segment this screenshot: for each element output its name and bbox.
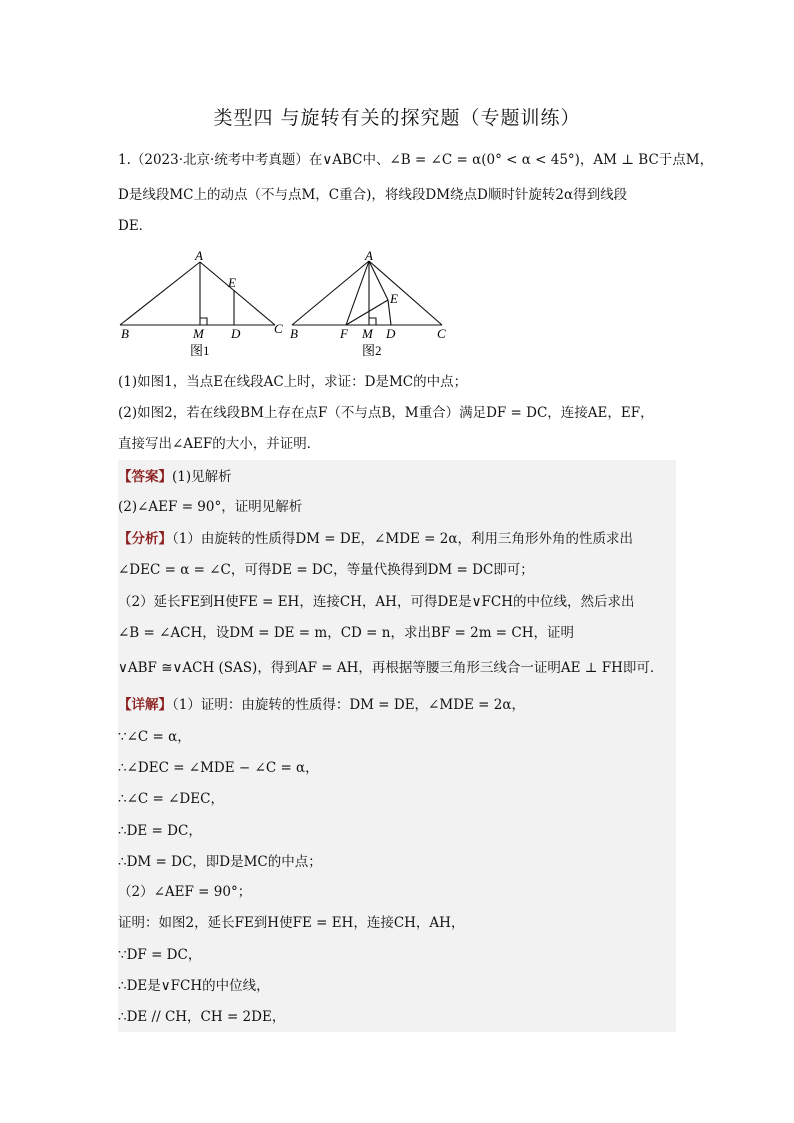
- detail-11: ∴DE // CH，CH = 2DE，: [118, 1009, 286, 1025]
- detail-4: ∴∠C = ∠DEC，: [118, 791, 224, 807]
- segment-ac: [369, 261, 442, 325]
- detail-line-1: [118, 695, 678, 715]
- problem-line-2: D是线段MC上的动点（不与点M，C重合)，将线段DM绕点D顺时针旋转2α得到线段: [118, 187, 628, 203]
- label-m: M: [362, 326, 373, 341]
- answer-tag: 【答案】: [118, 469, 172, 485]
- label-b: B: [290, 326, 298, 341]
- detail-5: ∴DE = DC，: [118, 823, 202, 839]
- segment-ab: [120, 262, 200, 325]
- right-angle-mark: [200, 318, 207, 325]
- answer-line-1: [118, 467, 678, 487]
- detail-6: ∴DM = DC，即D是MC的中点；: [118, 854, 322, 870]
- label-e: E: [228, 275, 236, 290]
- figure-1-caption: 图1: [190, 343, 210, 358]
- segment-ac: [200, 262, 275, 325]
- label-f: F: [340, 326, 348, 341]
- detail-2: ∵∠C = α，: [118, 729, 191, 745]
- label-b: B: [121, 326, 129, 341]
- question-2: (2)如图2，若在线段BM上存在点F（不与点B，M重合）满足DF = DC，连接AE，EF，: [118, 405, 654, 421]
- segment-fe: [346, 300, 388, 325]
- label-d: D: [386, 326, 396, 341]
- detail-8: 证明：如图2，延长FE到H使FE = EH，连接CH，AH，: [118, 915, 465, 931]
- problem-line-1: 1.（2023·北京·统考中考真题）在∨ABC中、∠B = ∠C = α(0° < α < 45°)，AM ⊥ BC于点M，: [118, 152, 714, 168]
- segment-ae: [369, 261, 388, 300]
- analysis-4: ∠B = ∠ACH，设DM = DE = m，CD = n，求出BF = 2m = CH，证明: [118, 625, 575, 641]
- answer-1: (1)见解析: [172, 469, 232, 485]
- problem-line-3: DE．: [118, 218, 153, 234]
- label-a: A: [365, 248, 373, 263]
- analysis-1: （1）由旋转的性质得DM = DE，∠MDE = 2α，利用三角形外角的性质求出: [172, 531, 633, 547]
- detail-7: （2）∠AEF = 90°；: [118, 884, 252, 900]
- detail-1: （1）证明：由旋转的性质得：DM = DE，∠MDE = 2α，: [172, 697, 525, 713]
- detail-9: ∵DF = DC，: [118, 947, 202, 963]
- label-c: C: [437, 326, 446, 341]
- right-angle-mark: [369, 318, 376, 325]
- question-2-cont: 直接写出∠AEF的大小，并证明．: [118, 436, 321, 452]
- analysis-2: ∠DEC = α = ∠C，可得DE = DC，等量代换得到DM = DC即可；: [118, 562, 534, 578]
- detail-10: ∴DE是∨FCH的中位线，: [118, 978, 270, 994]
- analysis-line-1: [118, 529, 678, 549]
- label-a: A: [195, 248, 203, 263]
- answer-2: (2)∠AEF = 90°，证明见解析: [118, 499, 303, 515]
- figure-2: [282, 245, 462, 360]
- label-m: M: [193, 326, 204, 341]
- page-title: 类型四 与旋转有关的探究题（专题训练）: [213, 107, 581, 129]
- label-e: E: [390, 291, 398, 306]
- label-d: D: [231, 326, 241, 341]
- analysis-tag: 【分析】: [118, 531, 172, 547]
- detail-3: ∴∠DEC = ∠MDE − ∠C = α，: [118, 760, 319, 776]
- figure-2-caption: 图2: [362, 343, 382, 358]
- label-c: C: [274, 321, 283, 336]
- figure-1: [112, 245, 292, 360]
- analysis-3: （2）延长FE到H使FE = EH，连接CH，AH，可得DE是∨FCH的中位线，然后求出: [118, 594, 635, 610]
- detail-tag: 【详解】: [118, 697, 172, 713]
- question-1: (1)如图1，当点E在线段AC上时，求证：D是MC的中点；: [118, 374, 468, 390]
- analysis-5: ∨ABF ≅∨ACH (SAS)，得到AF = AH，再根据等腰三角形三线合一证明AE ⊥ FH即可．: [118, 660, 664, 676]
